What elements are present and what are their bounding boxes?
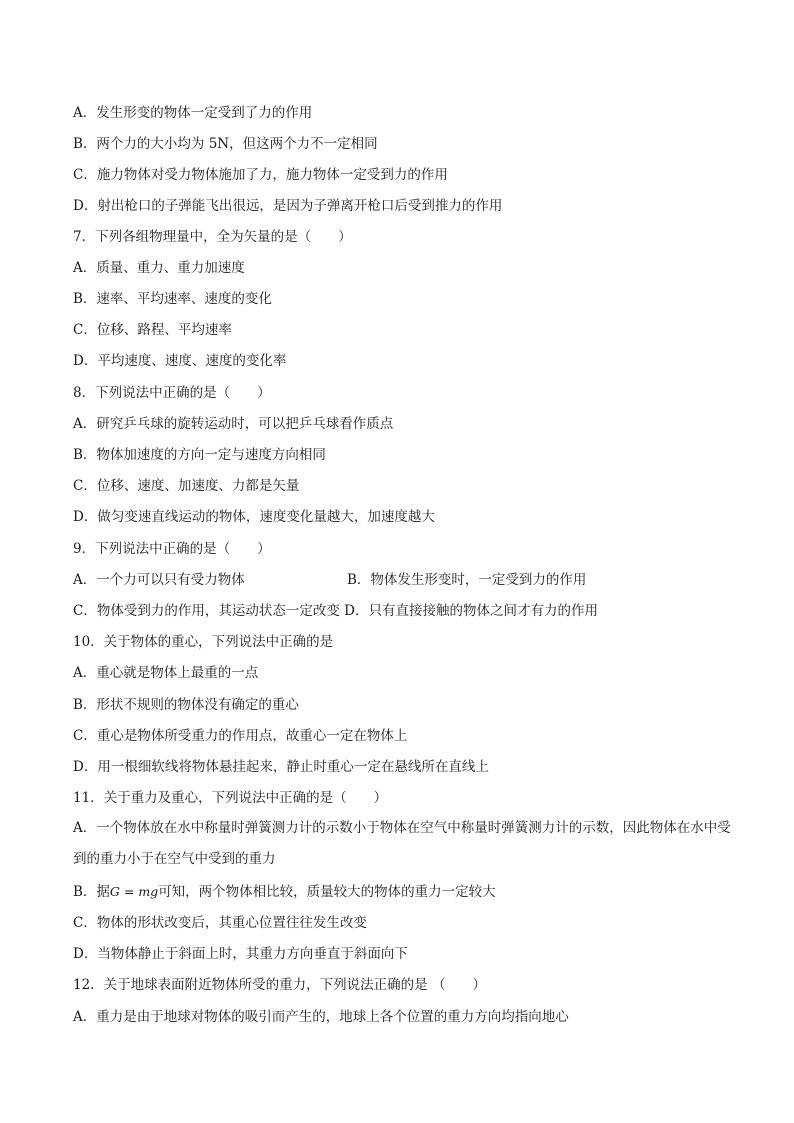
q11-option-b-suffix: 可知，两个物体相比较，质量较大的物体的重力一定较大 xyxy=(158,884,496,900)
q7-option-a: A．质量、重力、重力加速度 xyxy=(73,260,245,276)
q11-option-b-prefix: B．据 xyxy=(73,884,110,900)
q7-option-d: D．平均速度、速度、速度的变化率 xyxy=(73,353,287,369)
q8-option-d: D．做匀变速直线运动的物体，速度变化量越大，加速度越大 xyxy=(73,509,435,525)
q11-stem: 11．关于重力及重心，下列说法中正确的是（ ） xyxy=(73,790,388,806)
q9-options-c-d: C．物体受到力的作用，其运动状态一定改变 D．只有直接接触的物体之间才有力的作用 xyxy=(73,603,598,619)
q8-option-b: B．物体加速度的方向一定与速度方向相同 xyxy=(73,447,326,463)
q11-option-c: C．物体的形状改变后，其重心位置往往发生改变 xyxy=(73,915,367,931)
q6-option-c: C．施力物体对受力物体施加了力，施力物体一定受到力的作用 xyxy=(73,167,448,183)
q11-option-a: A．一个物体放在水中称量时弹簧测力计的示数小于物体在空气中称量时弹簧测力计的示数，因此物体在水中受到的重力小于在空气中受到的重力 xyxy=(73,820,731,867)
gravity-formula: G = mg xyxy=(109,884,159,899)
q6-option-b: B．两个力的大小均为 5N，但这两个力不一定相同 xyxy=(73,136,378,152)
q10-option-b: B．形状不规则的物体没有确定的重心 xyxy=(73,697,299,713)
q6-option-a: A．发生形变的物体一定受到了力的作用 xyxy=(73,105,313,121)
q7-option-c: C．位移、路程、平均速率 xyxy=(73,322,232,338)
q7-option-b: B．速率、平均速率、速度的变化 xyxy=(73,291,272,307)
q9-option-b: B．物体发生形变时，一定受到力的作用 xyxy=(347,572,587,588)
q8-stem: 8．下列说法中正确的是（ ） xyxy=(73,385,271,401)
q10-option-c: C．重心是物体所受重力的作用点，故重心一定在物体上 xyxy=(73,728,408,744)
q12-stem: 12．关于地球表面附近物体所受的重力，下列说法正确的是 （ ） xyxy=(73,977,486,993)
q9-option-a: A．一个力可以只有受力物体 xyxy=(73,572,245,588)
q10-option-a: A．重心就是物体上最重的一点 xyxy=(73,665,259,681)
q11-option-d: D．当物体静止于斜面上时，其重力方向垂直于斜面向下 xyxy=(73,946,408,962)
q10-option-d: D．用一根细软线将物体悬挂起来，静止时重心一定在悬线所在直线上 xyxy=(73,759,489,775)
q9-stem: 9．下列说法中正确的是（ ） xyxy=(73,541,271,557)
q8-option-a: A．研究乒乓球的旋转运动时，可以把乒乓球看作质点 xyxy=(73,416,394,432)
q8-option-c: C．位移、速度、加速度、力都是矢量 xyxy=(73,478,300,494)
q7-stem: 7．下列各组物理量中，全为矢量的是（ ） xyxy=(73,229,352,245)
q10-stem: 10．关于物体的重心，下列说法中正确的是 xyxy=(73,634,334,650)
q6-option-d: D．射出枪口的子弹能飞出很远，是因为子弹离开枪口后受到推力的作用 xyxy=(73,198,503,214)
q11-option-b xyxy=(73,883,496,901)
q12-option-a: A．重力是由于地球对物体的吸引而产生的，地球上各个位置的重力方向均指向地心 xyxy=(73,1009,569,1025)
